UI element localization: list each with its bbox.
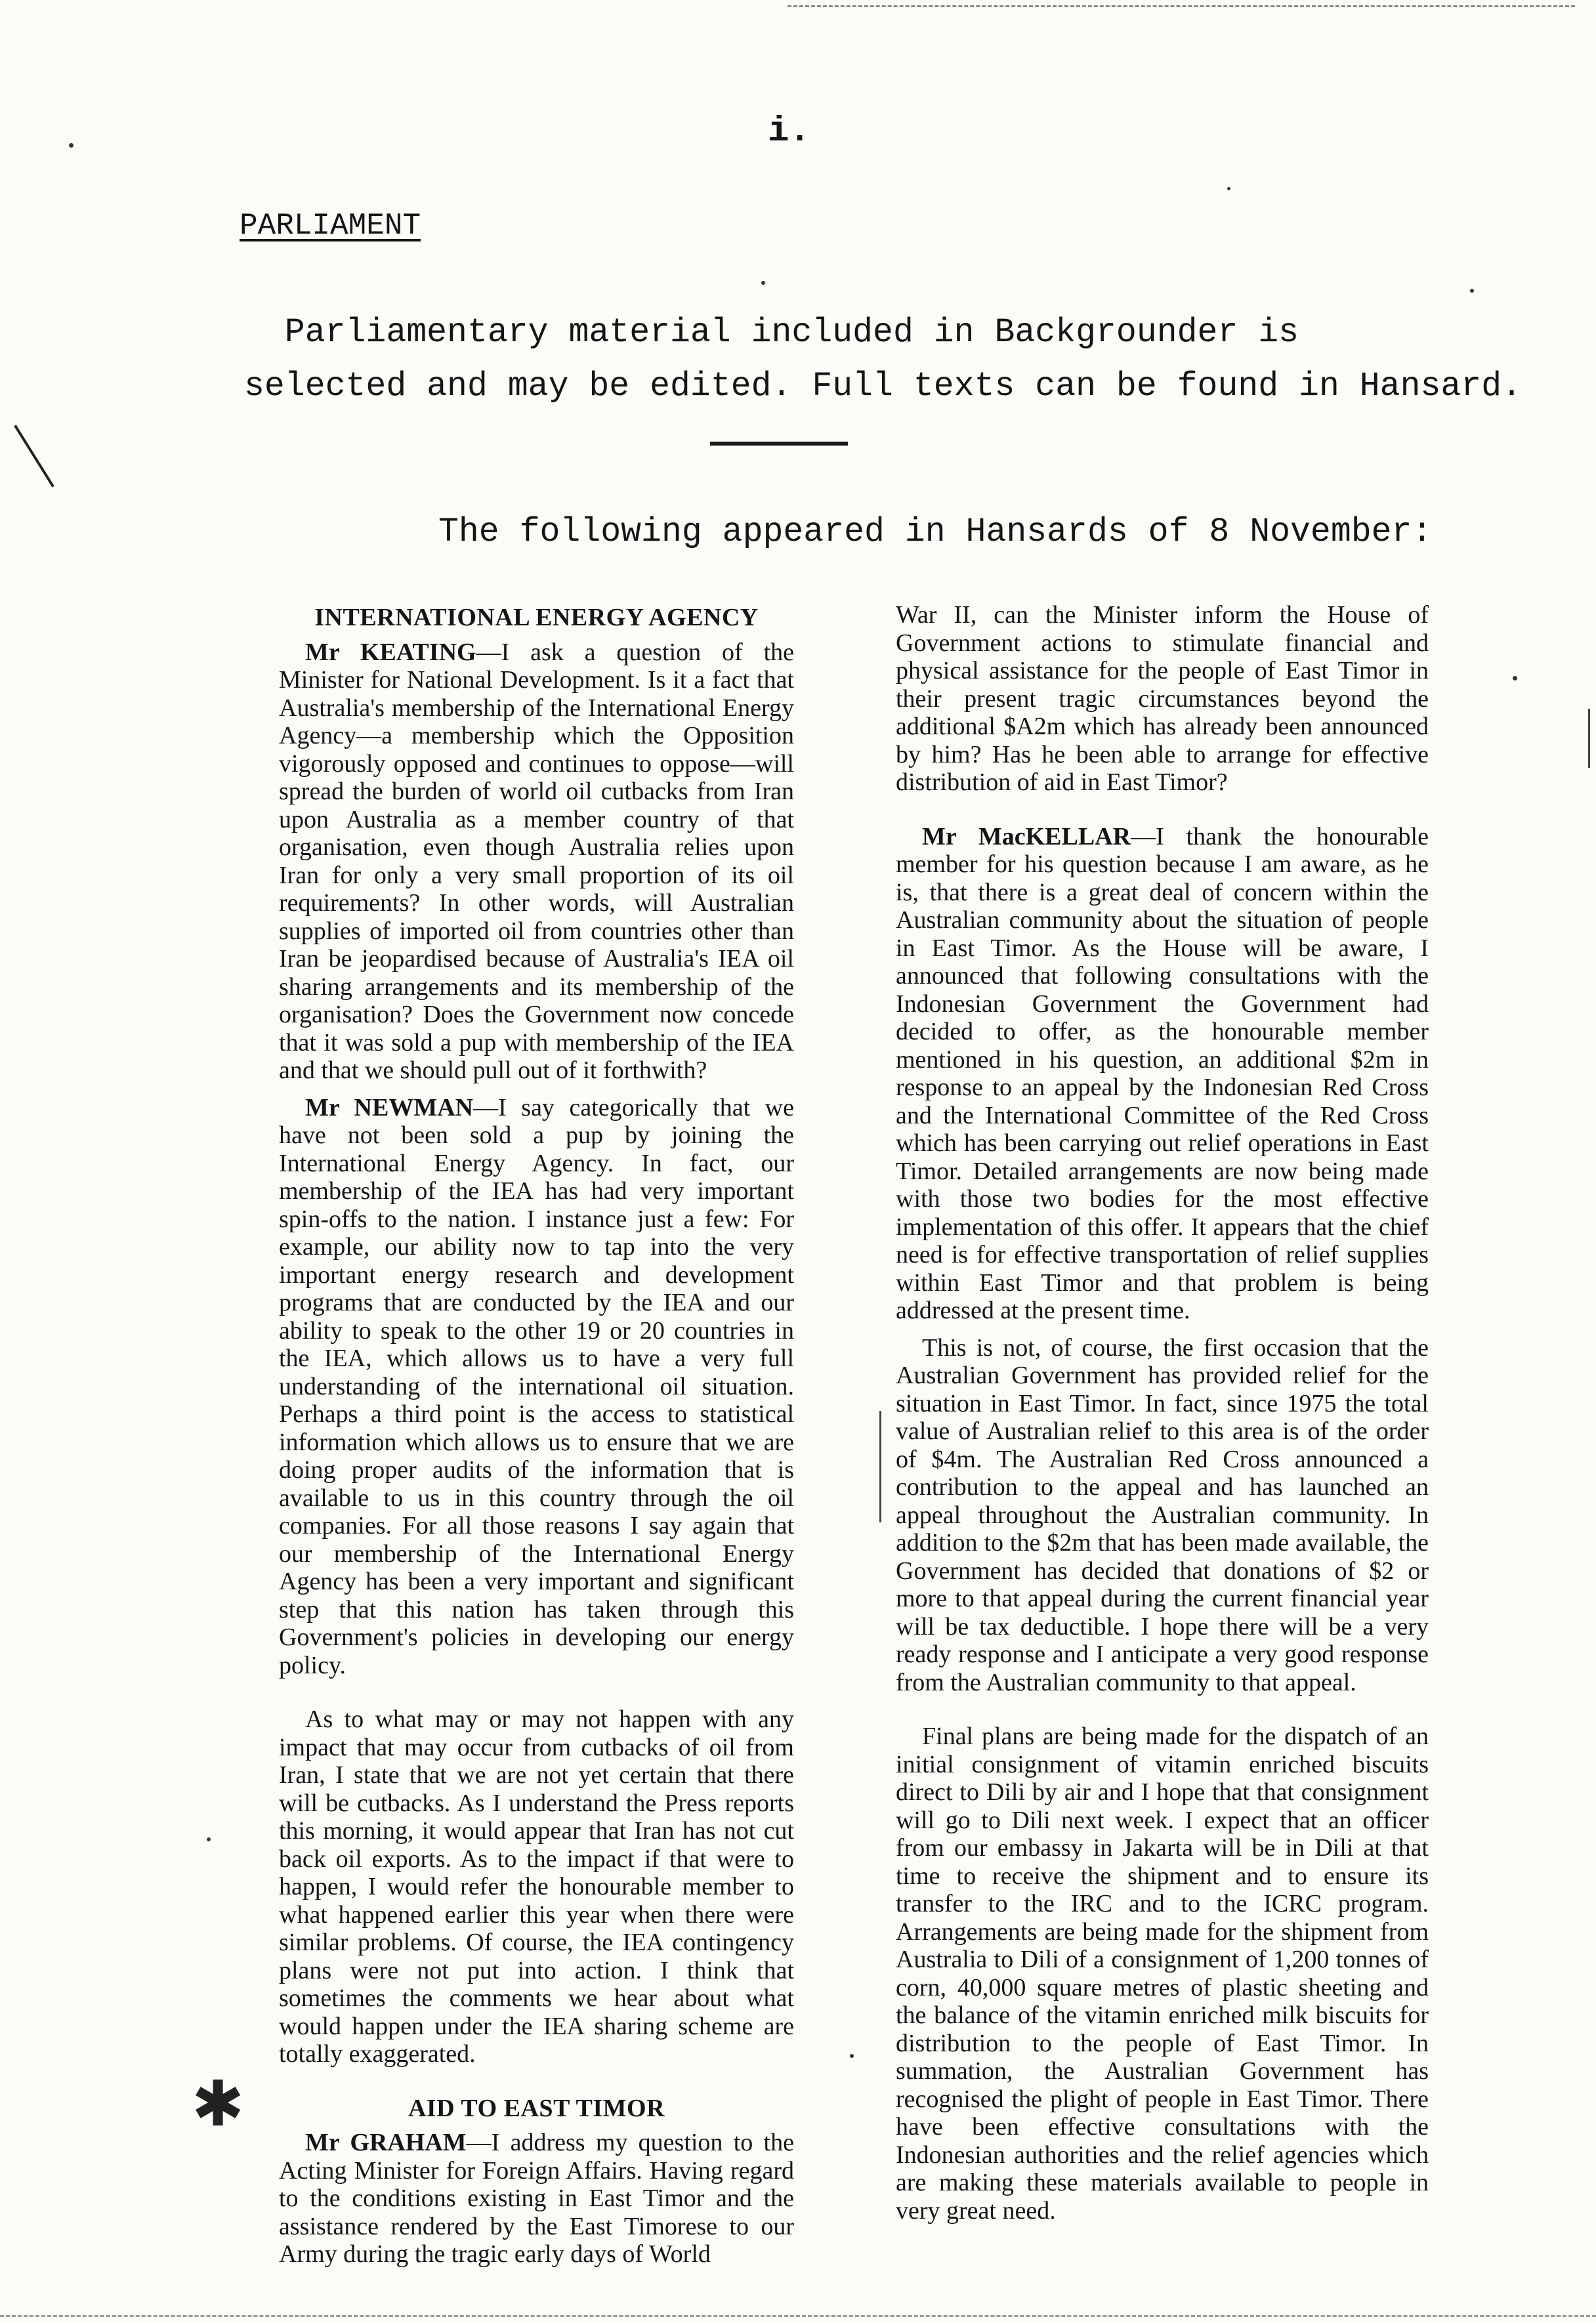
handwritten-asterisk-mark: ✱ — [192, 2067, 245, 2141]
graham-question — [279, 2129, 794, 2269]
keating-question — [279, 638, 794, 1085]
keating-question-text: —I ask a question of the Minister for National Development. Is it a fact that Australia's membership of the International Energy Agency—a membership which the Opposition vigorously opposed and continues to oppose—will spread the burden of world oil cutbacks from Iran upon Australia as a member country of that organisation, even though Australia relies upon Iran for only a very small proportion of its oil requirements? In other words, will Australian supplies of imported oil from countries other than Iran be jeopardised because of Australia's IEA oil sharing arrangements and its membership of the organisation? Does the Government now concede that it was sold a pup with membership of the IEA and that we should pull out of it forthwith? — [279, 638, 794, 1084]
mackellar-answer-final-plans: Final plans are being made for the dispatch of an initial consignment of vitamin enriched biscuits direct to Dili by air and I hope that that consignment will go to Dili next week. I expect that an officer from our embassy in Jakarta will be in Dili at that time to receive the shipment and to ensure its transfer to the IRC and to the ICRC program. Arrangements are being made for the shipment from Australia to Dili of a consignment of 1,200 tonnes of corn, 40,000 square metres of plastic sheeting and the balance of the vitamin enriched milk biscuits for distribution to the people of East Timor. In summation, the Australian Government has recognised the plight of people in East Timor. There have been effective consultations with the Indonesian authorities and the relief agencies which are making these materials available to people in very great need. — [896, 1723, 1429, 2225]
scan-speck — [207, 1837, 211, 1841]
margin-pen-stroke — [14, 425, 54, 487]
section-heading: PARLIAMENT — [240, 209, 421, 243]
heading-aid-to-east-timor: AID TO EAST TIMOR — [408, 2094, 665, 2122]
graham-question-continued: War II, can the Minister inform the House of Government actions to stimulate financial and physical assistance for the people of East Timor in their present tragic circumstances beyond the additional $A2m which has already been announced by him? Has he been able to arrange for effective distribution of aid in East Timor? — [896, 601, 1429, 796]
speaker-keating: Mr KEATING — [305, 638, 476, 666]
intro-note — [244, 306, 1522, 413]
speaker-mackellar: Mr MacKELLAR — [922, 822, 1131, 850]
scan-speck — [850, 2054, 854, 2058]
mackellar-answer-relief: This is not, of course, the first occasion that the Australian Government has provided relief for the situation in East Timor. In fact, since 1975 the total value of Australian relief to this area is of the order of $4m. The Australian Red Cross announced a contribution to the appeal and has launched an appeal throughout the Australian community. In addition to the $2m that has been made available, the Government has decided that donations of $2 or more to that appeal during the current financial year will be tax deductible. I hope there will be a very ready response and I anticipate a very good response from the Australian community to that appeal. — [896, 1333, 1429, 1696]
page-number: i. — [768, 112, 810, 152]
intro-line-2: selected and may be edited. Full texts can be found in Hansard. — [244, 367, 1522, 406]
speaker-newman: Mr NEWMAN — [305, 1093, 474, 1121]
hansard-date-line: The following appeared in Hansards of 8 November: — [438, 513, 1433, 551]
scan-edge-bottom — [0, 2315, 1596, 2318]
separator-rule — [710, 442, 848, 446]
graham-question-text: —I address my question to the Acting Minister for Foreign Affairs. Having regard to the conditions existing in East Timor and the assistance rendered by the East Timorese to our Army during the tragic early days of World — [279, 2129, 794, 2268]
left-column — [279, 604, 794, 2269]
scan-edge-top — [788, 5, 1575, 9]
scan-speck — [1470, 289, 1474, 293]
mackellar-answer — [896, 823, 1429, 1325]
intro-line-1: Parliamentary material included in Backgrounder is — [244, 314, 1299, 352]
mackellar-answer-text: —I thank the honourable member for his question because I am aware, as he is, that there is a great deal of concern within the Australian community about the situation of people in East Timor. As the House will be aware, I announced that following consultations with the Indonesian Government the Government had decided to offer, as the honourable member mentioned in his question, an additional $2m in response to an appeal by the Indonesian Red Cross and the International Committee of the Red Cross which has been carrying out relief operations in East Timor. Detailed arrangements are now being made with those two bodies for the most effective implementation of this offer. It appears that the chief need is for effective transportation of relief supplies within East Timor and that problem is being addressed at the present time. — [896, 822, 1429, 1324]
edge-mark — [1588, 709, 1590, 768]
margin-bracket-mark — [879, 1411, 881, 1522]
heading-international-energy-agency: INTERNATIONAL ENERGY AGENCY — [314, 604, 759, 631]
scan-speck — [69, 143, 74, 148]
right-column — [896, 601, 1429, 2225]
speaker-graham: Mr GRAHAM — [305, 2129, 467, 2156]
scan-speck — [1227, 187, 1230, 190]
newman-answer-text: —I say categorically that we have not been sold a pup by joining the International Energy Agency. In fact, our membership of the IEA has had very important spin-offs to the nation. I instance just a few: For example, our ability now to tap into the very important energy research and development programs that are conducted by the IEA and our ability to speak to the other 19 or 20 countries in the IEA, which allows us to have a very full understanding of the international oil situation. Perhaps a third point is the access to statistical information which allows us to ensure that we are doing proper audits of the information that is available to us in this country through the oil companies. For all those reasons I say again that our membership of the International Energy Agency has been a very important and significant step that this nation has taken through this Government's policies in developing our energy policy. — [279, 1093, 794, 1679]
newman-answer-continued: As to what may or may not happen with any impact that may occur from cutbacks of oil from Iran, I state that we are not yet certain that there will be cutbacks. As I understand the Press reports this morning, it would appear that Iran has not cut back oil exports. As to the impact if that were to happen, I would refer the honourable member to what happened earlier this year when there were similar problems. Of course, the IEA contingency plans were not put into action. I think that sometimes the comments we hear about what would happen under the IEA sharing scheme are totally exaggerated. — [279, 1706, 794, 2068]
scan-speck — [761, 281, 765, 285]
newman-answer — [279, 1094, 794, 1680]
scan-speck — [1513, 676, 1517, 680]
